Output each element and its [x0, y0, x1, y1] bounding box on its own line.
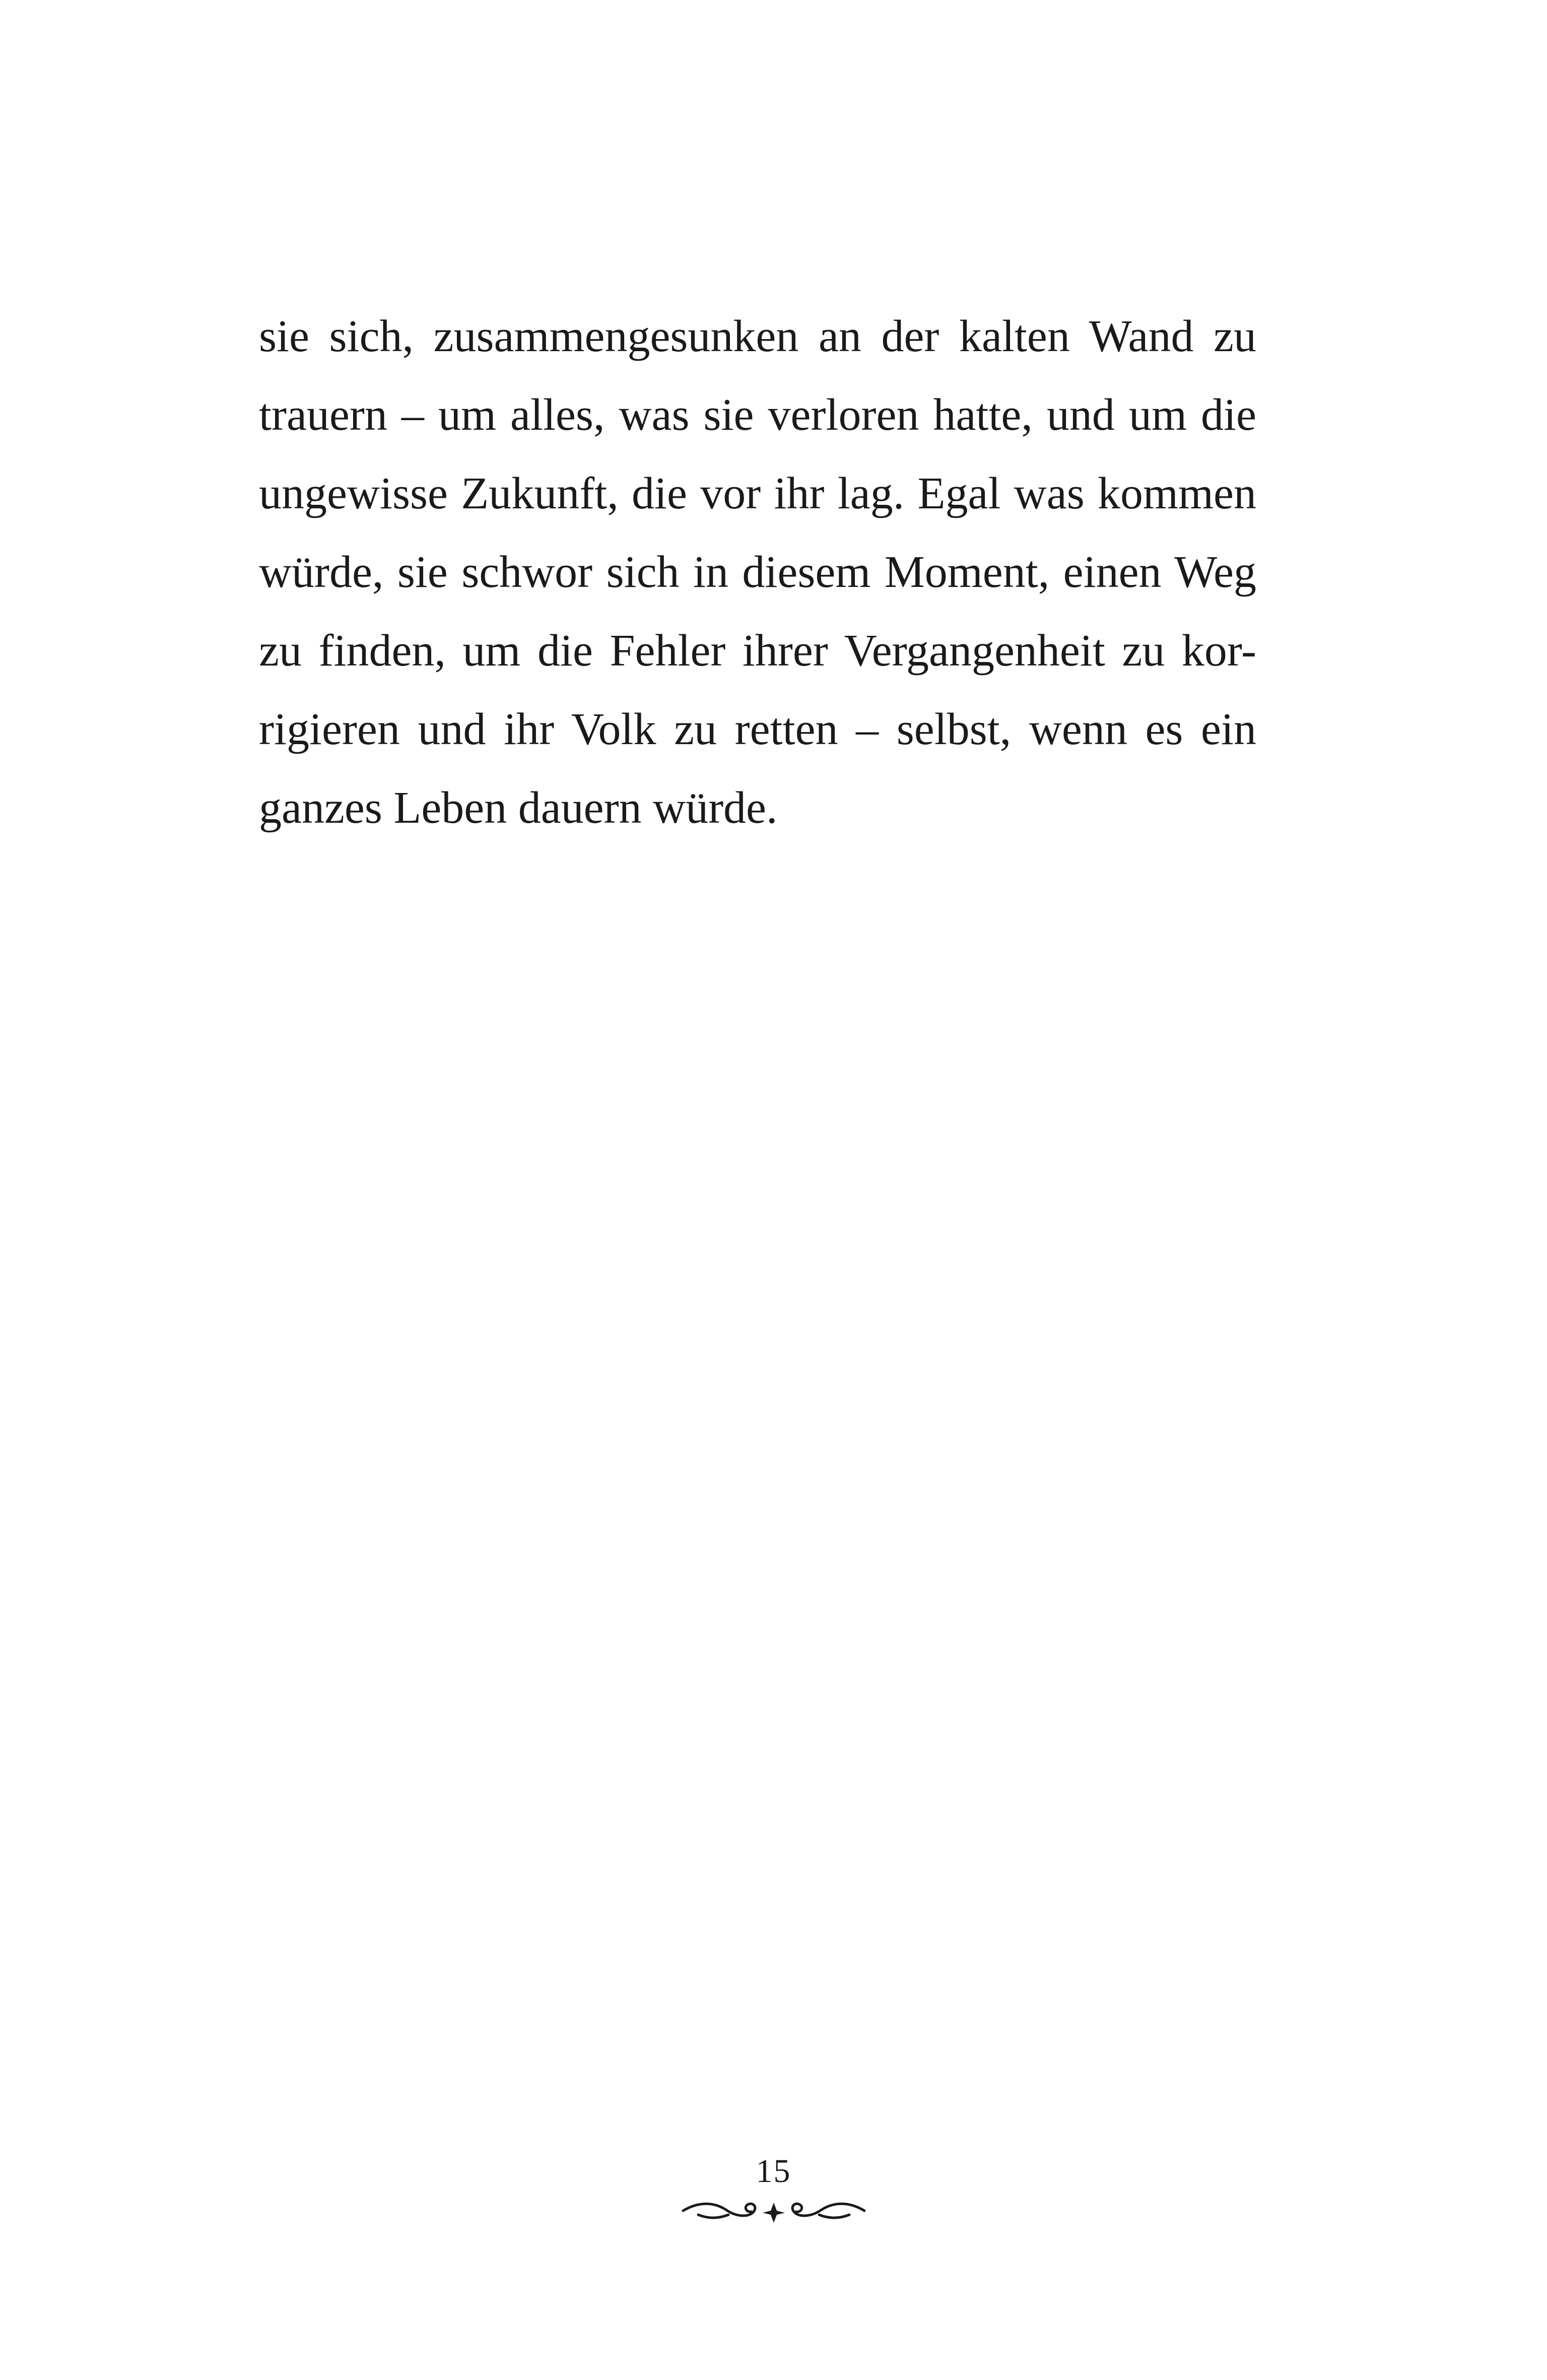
text-line-4: würde, sie schwor sich in diesem Moment, einen Weg — [259, 547, 1256, 597]
body-text — [259, 297, 1256, 847]
page-footer — [0, 2151, 1547, 2232]
text-line-5: zu finden, um die Fehler ihrer Vergangenheit zu kor- — [259, 626, 1256, 676]
page-number: 15 — [756, 2153, 791, 2190]
text-line-6: rigieren und ihr Volk zu retten – selbst, wenn es ein — [259, 704, 1256, 754]
text-line-7: ganzes Leben dauern würde. — [259, 783, 778, 833]
text-line-2: trauern – um alles, was sie verloren hatte, und um die — [259, 390, 1256, 440]
text-line-1: sie sich, zusammengesunken an der kalten Wand zu — [259, 311, 1256, 361]
flourish-ornament-icon — [678, 2192, 869, 2232]
text-line-3: ungewisse Zukunft, die vor ihr lag. Egal was kommen — [259, 469, 1256, 518]
